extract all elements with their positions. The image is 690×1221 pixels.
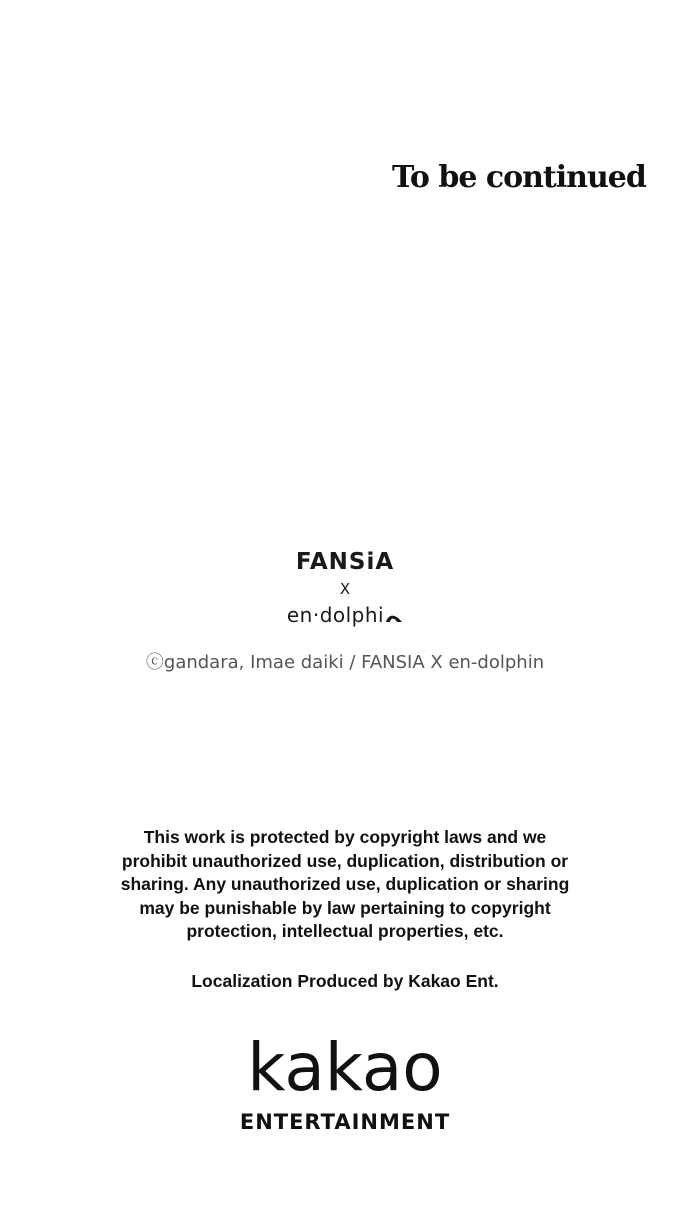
fansia-logo: FANSiA (295, 549, 395, 575)
endolphin-logo-text: en·dolphi (286, 603, 385, 627)
dolphin-fin-icon (385, 612, 403, 622)
endolphin-logo (0, 603, 690, 627)
collaboration-x: X (339, 580, 351, 598)
notice-line: protection, intellectual properties, etc. (186, 921, 504, 941)
notice-line: may be punishable by law pertaining to copyright (139, 897, 551, 918)
kakao-logo: kakao (247, 1029, 443, 1106)
notice-line: sharing. Any unauthorized use, duplication or sharing (120, 874, 570, 894)
localization-credit: Localization Produced by Kakao Ent. (191, 971, 499, 991)
copyright-line: ⓒgandara, Imae daiki / FANSIA X en-dolphin (145, 652, 545, 673)
notice-line: prohibit unauthorized use, duplication, distribution or (121, 850, 569, 871)
copyright-notice (95, 826, 595, 944)
notice-line: This work is protected by copyright laws and we (143, 827, 547, 847)
kakao-entertainment-label: ENTERTAINMENT (239, 1110, 451, 1134)
to-be-continued-text: To be continued (392, 160, 646, 195)
